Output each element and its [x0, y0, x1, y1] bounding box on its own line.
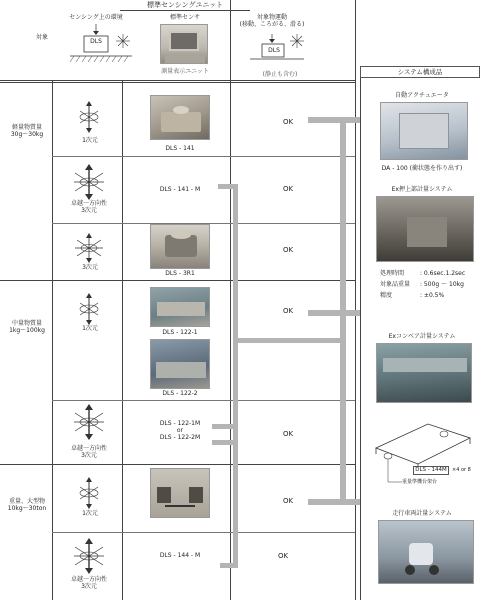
- row-line-1: [52, 156, 355, 157]
- model-label-3: DLS - 3R1: [165, 270, 195, 277]
- actuator-photo: [380, 102, 468, 160]
- model-label-2: DLS - 141 - M: [159, 186, 201, 193]
- row-line-4: [52, 532, 355, 533]
- push-weighing-photo: [376, 196, 474, 262]
- conveyor-photo: [376, 343, 472, 403]
- display-unit-label: 測量表示ユニット: [161, 68, 209, 75]
- col-env-header: センシング上の環境: [69, 14, 123, 21]
- system-item-3-title: Exコンベア計量システム: [388, 333, 456, 340]
- row-7-direction: 卓越一方向性 3次元: [70, 576, 107, 590]
- result-2: OK: [283, 185, 294, 193]
- connector-row6: [308, 499, 340, 505]
- spec-1-key: 処理時間: [380, 270, 405, 277]
- connector-row4: [308, 310, 340, 316]
- model-label-4: DLS - 122-1: [162, 329, 198, 336]
- group-line-2: [0, 464, 355, 465]
- result-3: OK: [283, 246, 294, 254]
- connector-122m: [212, 424, 238, 429]
- target-note: (静止も含む): [262, 71, 298, 78]
- env-box-label: DLS: [90, 38, 102, 45]
- system-item-1-title: 自動アクチュエータ: [395, 92, 449, 99]
- connector-122m-2: [212, 440, 238, 445]
- result-4: OK: [283, 307, 294, 315]
- group-line-1: [0, 280, 355, 281]
- row-3-direction: 3次元: [82, 264, 98, 271]
- connector-horizontal-m: [238, 338, 340, 343]
- direction-3d-icon: [74, 232, 104, 264]
- result-5: OK: [283, 430, 294, 438]
- direction-1d-icon: [76, 100, 102, 134]
- model-label-5: DLS - 122-1M or DLS - 122-2M: [159, 420, 201, 441]
- header-bottom-line: [0, 80, 355, 81]
- system-item-4-title: 走行車両計量システム: [392, 510, 452, 517]
- connector-144m: [220, 563, 238, 568]
- direction-3d-dominant-icon: [72, 164, 106, 200]
- spec-3-key: 精度: [380, 292, 393, 299]
- row-line-3: [52, 400, 355, 401]
- row-4-direction: 1次元: [82, 325, 98, 332]
- spec-3-val: : ±0.5%: [420, 292, 445, 299]
- col-sensor-header: 標準センサ: [169, 14, 200, 21]
- direction-1d-icon: [76, 476, 102, 510]
- main-title: 標準センシングユニット: [146, 1, 224, 9]
- sensor-photo-dls-122-2: [150, 339, 210, 389]
- system-item-1-caption: DA - 100 (衝状態を作り出す): [381, 165, 463, 172]
- row-6-direction: 1次元: [82, 510, 98, 517]
- direction-3d-dominant-icon: [72, 404, 106, 440]
- result-6: OK: [283, 497, 294, 505]
- sensor-photo-dls-3r1: [150, 224, 210, 269]
- direction-1d-icon: [76, 292, 102, 326]
- taisho-label: 対象: [36, 34, 49, 41]
- system-title: システム構成品: [397, 68, 443, 76]
- spec-2-key: 対象品重量: [380, 281, 411, 288]
- beam-label: 重量準機台架台: [402, 479, 438, 485]
- environment-sketch: [66, 22, 136, 70]
- dls-144m-label: DLS - 144M: [415, 467, 447, 473]
- col-target-header: 対象物運動 (移動、ころがる、滑る): [239, 14, 305, 28]
- group-label-heavy: 重量、大型物 10kg〜30ton: [7, 498, 47, 512]
- sensor-monitor-photo: [160, 24, 208, 64]
- connector-branch-vehicle: [340, 499, 360, 505]
- row-1-direction: 1次元: [82, 137, 98, 144]
- spec-1-val: : 0.6sec.1.2sec: [420, 270, 466, 277]
- target-box-label: DLS: [268, 47, 280, 54]
- system-item-2-title: Ex押上部計量システム: [391, 186, 453, 193]
- model-label-7: DLS - 144 - M: [159, 552, 201, 559]
- result-1: OK: [283, 118, 294, 126]
- sensor-photo-dls-122-1: [150, 287, 210, 327]
- col-divider-4: [355, 0, 356, 600]
- connector-row1: [308, 117, 360, 123]
- direction-3d-dominant-icon: [72, 538, 106, 574]
- col-divider-1: [52, 80, 53, 600]
- sensor-photo-dls-141: [150, 95, 210, 140]
- row-2-direction: 卓越一方向性 3次元: [70, 200, 107, 214]
- vehicle-photo: [378, 520, 474, 584]
- model-label-4b: DLS - 122-2: [162, 390, 198, 397]
- group-label-light: 軽量物質量 30g〜30kg: [10, 124, 44, 138]
- col-divider-2: [122, 80, 123, 600]
- spec-2-val: : 500g 〜 10kg: [420, 281, 464, 288]
- dls-144m-suffix: ×4 or 8: [452, 467, 471, 473]
- col-divider-3: [230, 0, 231, 600]
- model-label-1: DLS - 141: [165, 145, 195, 152]
- header-bottom-line-2: [0, 82, 355, 83]
- row-5-direction: 卓越一方向性 3次元: [70, 445, 107, 459]
- connector-branch-conveyor: [340, 310, 360, 316]
- result-7: OK: [278, 552, 289, 560]
- group-label-medium: 中量物質量 1kg〜100kg: [9, 320, 45, 334]
- connector-vertical-m: [233, 184, 238, 568]
- system-left-border: [360, 78, 361, 600]
- sensor-photo-dls-144: [150, 468, 210, 518]
